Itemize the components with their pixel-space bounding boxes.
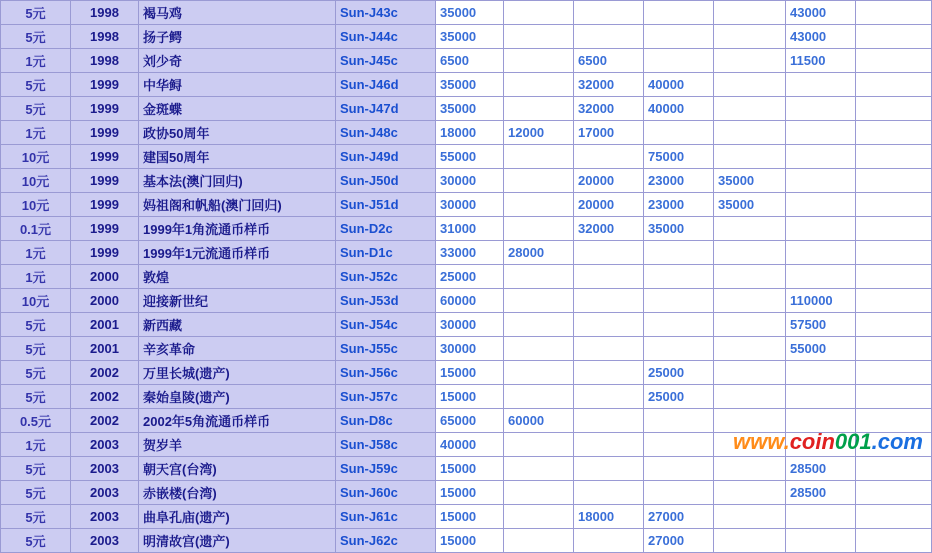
cell-price-7 [856,1,932,25]
cell-price-6 [786,385,856,409]
cell-year: 1999 [71,73,139,97]
cell-price-6 [786,505,856,529]
table-row [1,217,932,241]
cell-price-3 [574,457,644,481]
cell-name: 刘少奇 [139,49,336,73]
cell-price-3: 18000 [574,505,644,529]
cell-price-4 [644,25,714,49]
cell-price-4: 40000 [644,97,714,121]
cell-price-1: 55000 [436,145,504,169]
table-row [1,337,932,361]
cell-name: 敦煌 [139,265,336,289]
cell-price-4: 27000 [644,505,714,529]
cell-price-7 [856,289,932,313]
cell-price-5 [714,265,786,289]
cell-price-1: 15000 [436,457,504,481]
cell-denomination: 1元 [1,265,71,289]
cell-price-2 [504,193,574,217]
cell-price-1: 30000 [436,313,504,337]
cell-year: 2001 [71,313,139,337]
table-row [1,481,932,505]
cell-price-6 [786,193,856,217]
cell-price-4: 25000 [644,361,714,385]
cell-price-2 [504,337,574,361]
cell-catalog-code: Sun-J49d [336,145,436,169]
cell-name: 贺岁羊 [139,433,336,457]
cell-name: 政协50周年 [139,121,336,145]
cell-price-1: 35000 [436,1,504,25]
cell-price-7 [856,433,932,457]
table-row [1,1,932,25]
cell-price-2: 28000 [504,241,574,265]
cell-price-6: 55000 [786,337,856,361]
cell-price-3 [574,1,644,25]
cell-price-3 [574,385,644,409]
cell-price-4: 40000 [644,73,714,97]
cell-price-3 [574,433,644,457]
cell-price-3 [574,241,644,265]
cell-price-3 [574,481,644,505]
cell-price-4: 25000 [644,385,714,409]
table-row [1,169,932,193]
cell-price-2 [504,289,574,313]
cell-price-7 [856,529,932,553]
cell-name: 1999年1元流通币样币 [139,241,336,265]
cell-price-6 [786,409,856,433]
cell-price-3 [574,265,644,289]
cell-denomination: 5元 [1,457,71,481]
cell-price-7 [856,505,932,529]
cell-price-1: 15000 [436,361,504,385]
cell-price-5 [714,529,786,553]
cell-price-1: 65000 [436,409,504,433]
cell-price-4 [644,265,714,289]
cell-price-4 [644,121,714,145]
cell-catalog-code: Sun-D2c [336,217,436,241]
cell-price-2 [504,145,574,169]
cell-price-3 [574,313,644,337]
cell-denomination: 5元 [1,97,71,121]
cell-catalog-code: Sun-J56c [336,361,436,385]
cell-catalog-code: Sun-J47d [336,97,436,121]
cell-price-3: 17000 [574,121,644,145]
cell-price-6 [786,217,856,241]
cell-price-4: 35000 [644,217,714,241]
cell-year: 1998 [71,1,139,25]
cell-price-7 [856,121,932,145]
cell-price-7 [856,265,932,289]
cell-price-6 [786,241,856,265]
cell-year: 1999 [71,97,139,121]
cell-price-2 [504,49,574,73]
table-row [1,409,932,433]
cell-price-2 [504,97,574,121]
cell-price-6 [786,265,856,289]
table-row [1,241,932,265]
cell-denomination: 10元 [1,145,71,169]
cell-price-7 [856,457,932,481]
cell-year: 2003 [71,505,139,529]
cell-price-1: 6500 [436,49,504,73]
cell-price-3: 32000 [574,97,644,121]
cell-price-1: 15000 [436,385,504,409]
cell-name: 基本法(澳门回归) [139,169,336,193]
cell-year: 2002 [71,409,139,433]
cell-price-2 [504,313,574,337]
cell-denomination: 5元 [1,481,71,505]
table-row [1,73,932,97]
cell-price-3 [574,529,644,553]
table-row [1,49,932,73]
cell-price-6 [786,529,856,553]
cell-price-4: 23000 [644,169,714,193]
cell-price-2: 12000 [504,121,574,145]
cell-price-5 [714,505,786,529]
cell-price-6: 43000 [786,25,856,49]
cell-denomination: 5元 [1,313,71,337]
cell-price-1: 15000 [436,505,504,529]
watermark-coin: coin [789,429,835,454]
watermark-001: 001 [834,429,872,454]
cell-catalog-code: Sun-J53d [336,289,436,313]
watermark-www: www. [733,429,790,454]
cell-price-5 [714,217,786,241]
cell-catalog-code: Sun-J62c [336,529,436,553]
cell-year: 2003 [71,457,139,481]
cell-price-2 [504,73,574,97]
cell-price-5 [714,1,786,25]
cell-catalog-code: Sun-J59c [336,457,436,481]
cell-price-5 [714,25,786,49]
cell-price-1: 18000 [436,121,504,145]
cell-price-5 [714,241,786,265]
cell-year: 2003 [71,481,139,505]
cell-price-4 [644,1,714,25]
cell-catalog-code: Sun-J61c [336,505,436,529]
cell-name: 金斑蝶 [139,97,336,121]
cell-price-5 [714,145,786,169]
cell-price-7 [856,193,932,217]
cell-price-4 [644,289,714,313]
cell-year: 1999 [71,241,139,265]
cell-denomination: 5元 [1,25,71,49]
cell-price-3: 20000 [574,169,644,193]
cell-catalog-code: Sun-J48c [336,121,436,145]
cell-price-1: 25000 [436,265,504,289]
cell-year: 2000 [71,289,139,313]
cell-price-1: 35000 [436,73,504,97]
cell-name: 秦始皇陵(遗产) [139,385,336,409]
cell-name: 曲阜孔庙(遗产) [139,505,336,529]
cell-denomination: 10元 [1,169,71,193]
cell-denomination: 1元 [1,241,71,265]
cell-price-4: 75000 [644,145,714,169]
cell-price-2 [504,361,574,385]
cell-name: 褐马鸡 [139,1,336,25]
cell-price-4: 27000 [644,529,714,553]
cell-price-6 [786,121,856,145]
cell-price-6 [786,433,856,457]
cell-price-2 [504,169,574,193]
cell-price-6: 110000 [786,289,856,313]
cell-catalog-code: Sun-J58c [336,433,436,457]
cell-price-7 [856,313,932,337]
cell-price-7 [856,217,932,241]
table-row [1,25,932,49]
cell-name: 赤嵌楼(台湾) [139,481,336,505]
cell-price-2 [504,529,574,553]
table-row [1,121,932,145]
cell-price-1: 30000 [436,169,504,193]
cell-denomination: 10元 [1,289,71,313]
table-row [1,265,932,289]
cell-name: 1999年1角流通币样币 [139,217,336,241]
cell-denomination: 5元 [1,505,71,529]
cell-price-6: 28500 [786,481,856,505]
cell-price-4 [644,433,714,457]
cell-price-6 [786,97,856,121]
cell-price-4 [644,313,714,337]
table-row [1,433,932,457]
table-row [1,289,932,313]
cell-name: 万里长城(遗产) [139,361,336,385]
cell-name: 辛亥革命 [139,337,336,361]
cell-denomination: 1元 [1,433,71,457]
cell-price-5 [714,433,786,457]
cell-price-7 [856,97,932,121]
cell-catalog-code: Sun-J43c [336,1,436,25]
cell-name: 朝天宫(台湾) [139,457,336,481]
cell-price-4 [644,49,714,73]
table-row [1,145,932,169]
cell-year: 2001 [71,337,139,361]
cell-price-1: 35000 [436,25,504,49]
cell-price-1: 35000 [436,97,504,121]
cell-denomination: 5元 [1,385,71,409]
cell-price-4 [644,481,714,505]
cell-catalog-code: Sun-J60c [336,481,436,505]
cell-price-5 [714,73,786,97]
cell-price-1: 60000 [436,289,504,313]
cell-name: 新西藏 [139,313,336,337]
cell-price-2 [504,25,574,49]
cell-price-7 [856,361,932,385]
cell-price-5 [714,337,786,361]
cell-price-5 [714,385,786,409]
table-row [1,313,932,337]
cell-price-6: 57500 [786,313,856,337]
cell-price-1: 15000 [436,529,504,553]
cell-price-1: 40000 [436,433,504,457]
cell-price-7 [856,481,932,505]
cell-price-3: 32000 [574,217,644,241]
cell-year: 1999 [71,121,139,145]
cell-price-2 [504,217,574,241]
watermark-com: .com [871,429,923,454]
cell-denomination: 0.1元 [1,217,71,241]
cell-price-5: 35000 [714,193,786,217]
cell-name: 迎接新世纪 [139,289,336,313]
cell-price-3 [574,145,644,169]
cell-price-1: 30000 [436,337,504,361]
cell-price-2 [504,457,574,481]
cell-price-5 [714,49,786,73]
cell-price-6 [786,145,856,169]
cell-price-3 [574,289,644,313]
table-row [1,361,932,385]
cell-denomination: 10元 [1,193,71,217]
table-row [1,505,932,529]
cell-price-2 [504,481,574,505]
cell-year: 1999 [71,145,139,169]
cell-year: 1999 [71,169,139,193]
cell-catalog-code: Sun-J54c [336,313,436,337]
cell-price-7 [856,241,932,265]
cell-price-5 [714,481,786,505]
cell-catalog-code: Sun-J55c [336,337,436,361]
table-row [1,193,932,217]
table-row [1,97,932,121]
cell-catalog-code: Sun-J45c [336,49,436,73]
cell-price-3: 20000 [574,193,644,217]
cell-name: 妈祖阁和帆船(澳门回归) [139,193,336,217]
cell-catalog-code: Sun-J57c [336,385,436,409]
cell-price-2 [504,433,574,457]
cell-denomination: 5元 [1,1,71,25]
cell-price-3: 32000 [574,73,644,97]
cell-name: 明清故宫(遗产) [139,529,336,553]
cell-catalog-code: Sun-J50d [336,169,436,193]
cell-price-3 [574,337,644,361]
cell-denomination: 5元 [1,529,71,553]
cell-price-7 [856,49,932,73]
cell-price-2: 60000 [504,409,574,433]
cell-price-2 [504,1,574,25]
cell-year: 2000 [71,265,139,289]
cell-price-7 [856,145,932,169]
table-row [1,529,932,553]
cell-price-2 [504,265,574,289]
table-row [1,385,932,409]
cell-price-1: 31000 [436,217,504,241]
cell-denomination: 0.5元 [1,409,71,433]
cell-price-4 [644,457,714,481]
cell-price-4 [644,241,714,265]
cell-year: 2002 [71,361,139,385]
cell-price-5 [714,457,786,481]
cell-name: 建国50周年 [139,145,336,169]
cell-price-7 [856,385,932,409]
cell-catalog-code: Sun-J46d [336,73,436,97]
cell-price-7 [856,337,932,361]
cell-price-6 [786,73,856,97]
cell-price-5 [714,409,786,433]
cell-year: 1999 [71,217,139,241]
cell-price-5 [714,313,786,337]
cell-price-5 [714,361,786,385]
cell-price-7 [856,409,932,433]
cell-denomination: 5元 [1,73,71,97]
cell-price-3 [574,361,644,385]
cell-price-7 [856,25,932,49]
cell-price-6: 43000 [786,1,856,25]
cell-price-6: 28500 [786,457,856,481]
cell-price-5 [714,97,786,121]
cell-year: 1999 [71,193,139,217]
cell-price-7 [856,73,932,97]
cell-price-1: 30000 [436,193,504,217]
table-body [1,1,932,553]
cell-price-7 [856,169,932,193]
cell-year: 2003 [71,529,139,553]
cell-price-3 [574,409,644,433]
cell-price-6: 11500 [786,49,856,73]
cell-year: 1998 [71,25,139,49]
cell-price-1: 33000 [436,241,504,265]
cell-denomination: 5元 [1,337,71,361]
cell-denomination: 1元 [1,121,71,145]
cell-name: 中华鲟 [139,73,336,97]
cell-name: 扬子鳄 [139,25,336,49]
cell-price-2 [504,505,574,529]
cell-year: 2002 [71,385,139,409]
cell-name: 2002年5角流通币样币 [139,409,336,433]
cell-denomination: 1元 [1,49,71,73]
cell-price-4 [644,409,714,433]
cell-price-4 [644,337,714,361]
table-row [1,457,932,481]
cell-price-5 [714,289,786,313]
cell-denomination: 5元 [1,361,71,385]
cell-year: 1998 [71,49,139,73]
cell-catalog-code: Sun-D1c [336,241,436,265]
cell-price-6 [786,169,856,193]
cell-catalog-code: Sun-J51d [336,193,436,217]
cell-price-2 [504,385,574,409]
cell-year: 2003 [71,433,139,457]
cell-catalog-code: Sun-J44c [336,25,436,49]
cell-price-1: 15000 [436,481,504,505]
cell-price-5: 35000 [714,169,786,193]
cell-price-6 [786,361,856,385]
cell-catalog-code: Sun-J52c [336,265,436,289]
cell-price-3 [574,25,644,49]
cell-price-4: 23000 [644,193,714,217]
cell-catalog-code: Sun-D8c [336,409,436,433]
cell-price-5 [714,121,786,145]
cell-price-3: 6500 [574,49,644,73]
